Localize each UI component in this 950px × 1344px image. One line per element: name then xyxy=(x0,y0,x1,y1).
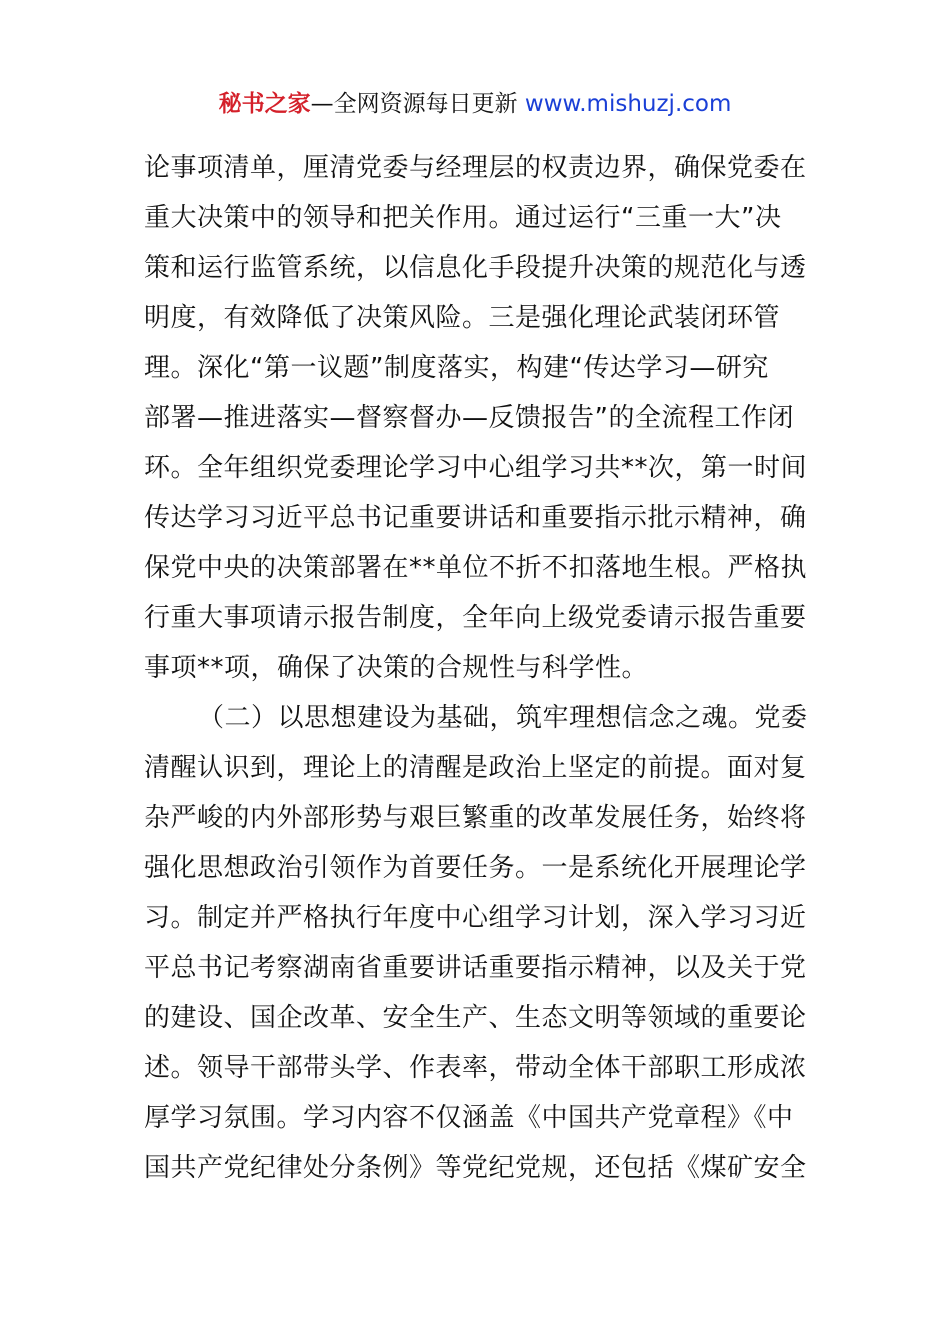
document-body xyxy=(144,143,808,1193)
text-line: 行重大事项请示报告制度，全年向上级党委请示报告重要 xyxy=(144,603,807,633)
site-url-link[interactable]: www.mishuzj.com xyxy=(524,91,732,117)
text-line: 重大决策中的领导和把关作用。通过运行“三重一大”决 xyxy=(144,203,782,233)
text-line: 清醒认识到，理论上的清醒是政治上坚定的前提。面对复 xyxy=(144,753,807,783)
text-line: 理。深化“第一议题”制度落实，构建“传达学习—研究 xyxy=(144,353,769,383)
text-line: 厚学习氛围。学习内容不仅涵盖《中国共产党章程》《中 xyxy=(144,1103,794,1133)
text-line: 环。全年组织党委理论学习中心组学习共**次，第一时间 xyxy=(144,453,808,483)
text-line: 述。领导干部带头学、作表率，带动全体干部职工形成浓 xyxy=(144,1053,807,1083)
site-brand: 秘书之家 xyxy=(218,91,311,117)
text-line: 传达学习习近平总书记重要讲话和重要指示批示精神，确 xyxy=(144,503,807,533)
text-line: 强化思想政治引领作为首要任务。一是系统化开展理论学 xyxy=(144,853,807,883)
text-line: 习。制定并严格执行年度中心组学习计划，深入学习习近 xyxy=(144,903,807,933)
text-line: 策和运行监管系统，以信息化手段提升决策的规范化与透 xyxy=(144,253,807,283)
section-heading-line: （二）以思想建设为基础，筑牢理想信念之魂。党委 xyxy=(198,703,808,733)
text-line: 杂严峻的内外部形势与艰巨繁重的改革发展任务，始终将 xyxy=(144,803,807,833)
text-line: 明度，有效降低了决策风险。三是强化理论武装闭环管 xyxy=(144,303,781,333)
text-line: 保党中央的决策部署在**单位不折不扣落地生根。严格执 xyxy=(144,553,808,583)
text-line: 事项**项，确保了决策的合规性与科学性。 xyxy=(144,653,649,683)
text-line: 论事项清单，厘清党委与经理层的权责边界，确保党委在 xyxy=(144,153,807,183)
site-header xyxy=(0,88,950,120)
text-line: 部署—推进落实—督察督办—反馈报告”的全流程工作闭 xyxy=(144,403,794,433)
site-tagline: —全网资源每日更新 xyxy=(310,91,525,117)
text-line: 的建设、国企改革、安全生产、生态文明等领域的重要论 xyxy=(144,1003,807,1033)
text-line: 平总书记考察湖南省重要讲话重要指示精神，以及关于党 xyxy=(144,953,807,983)
text-line: 国共产党纪律处分条例》等党纪党规，还包括《煤矿安全 xyxy=(144,1153,807,1183)
